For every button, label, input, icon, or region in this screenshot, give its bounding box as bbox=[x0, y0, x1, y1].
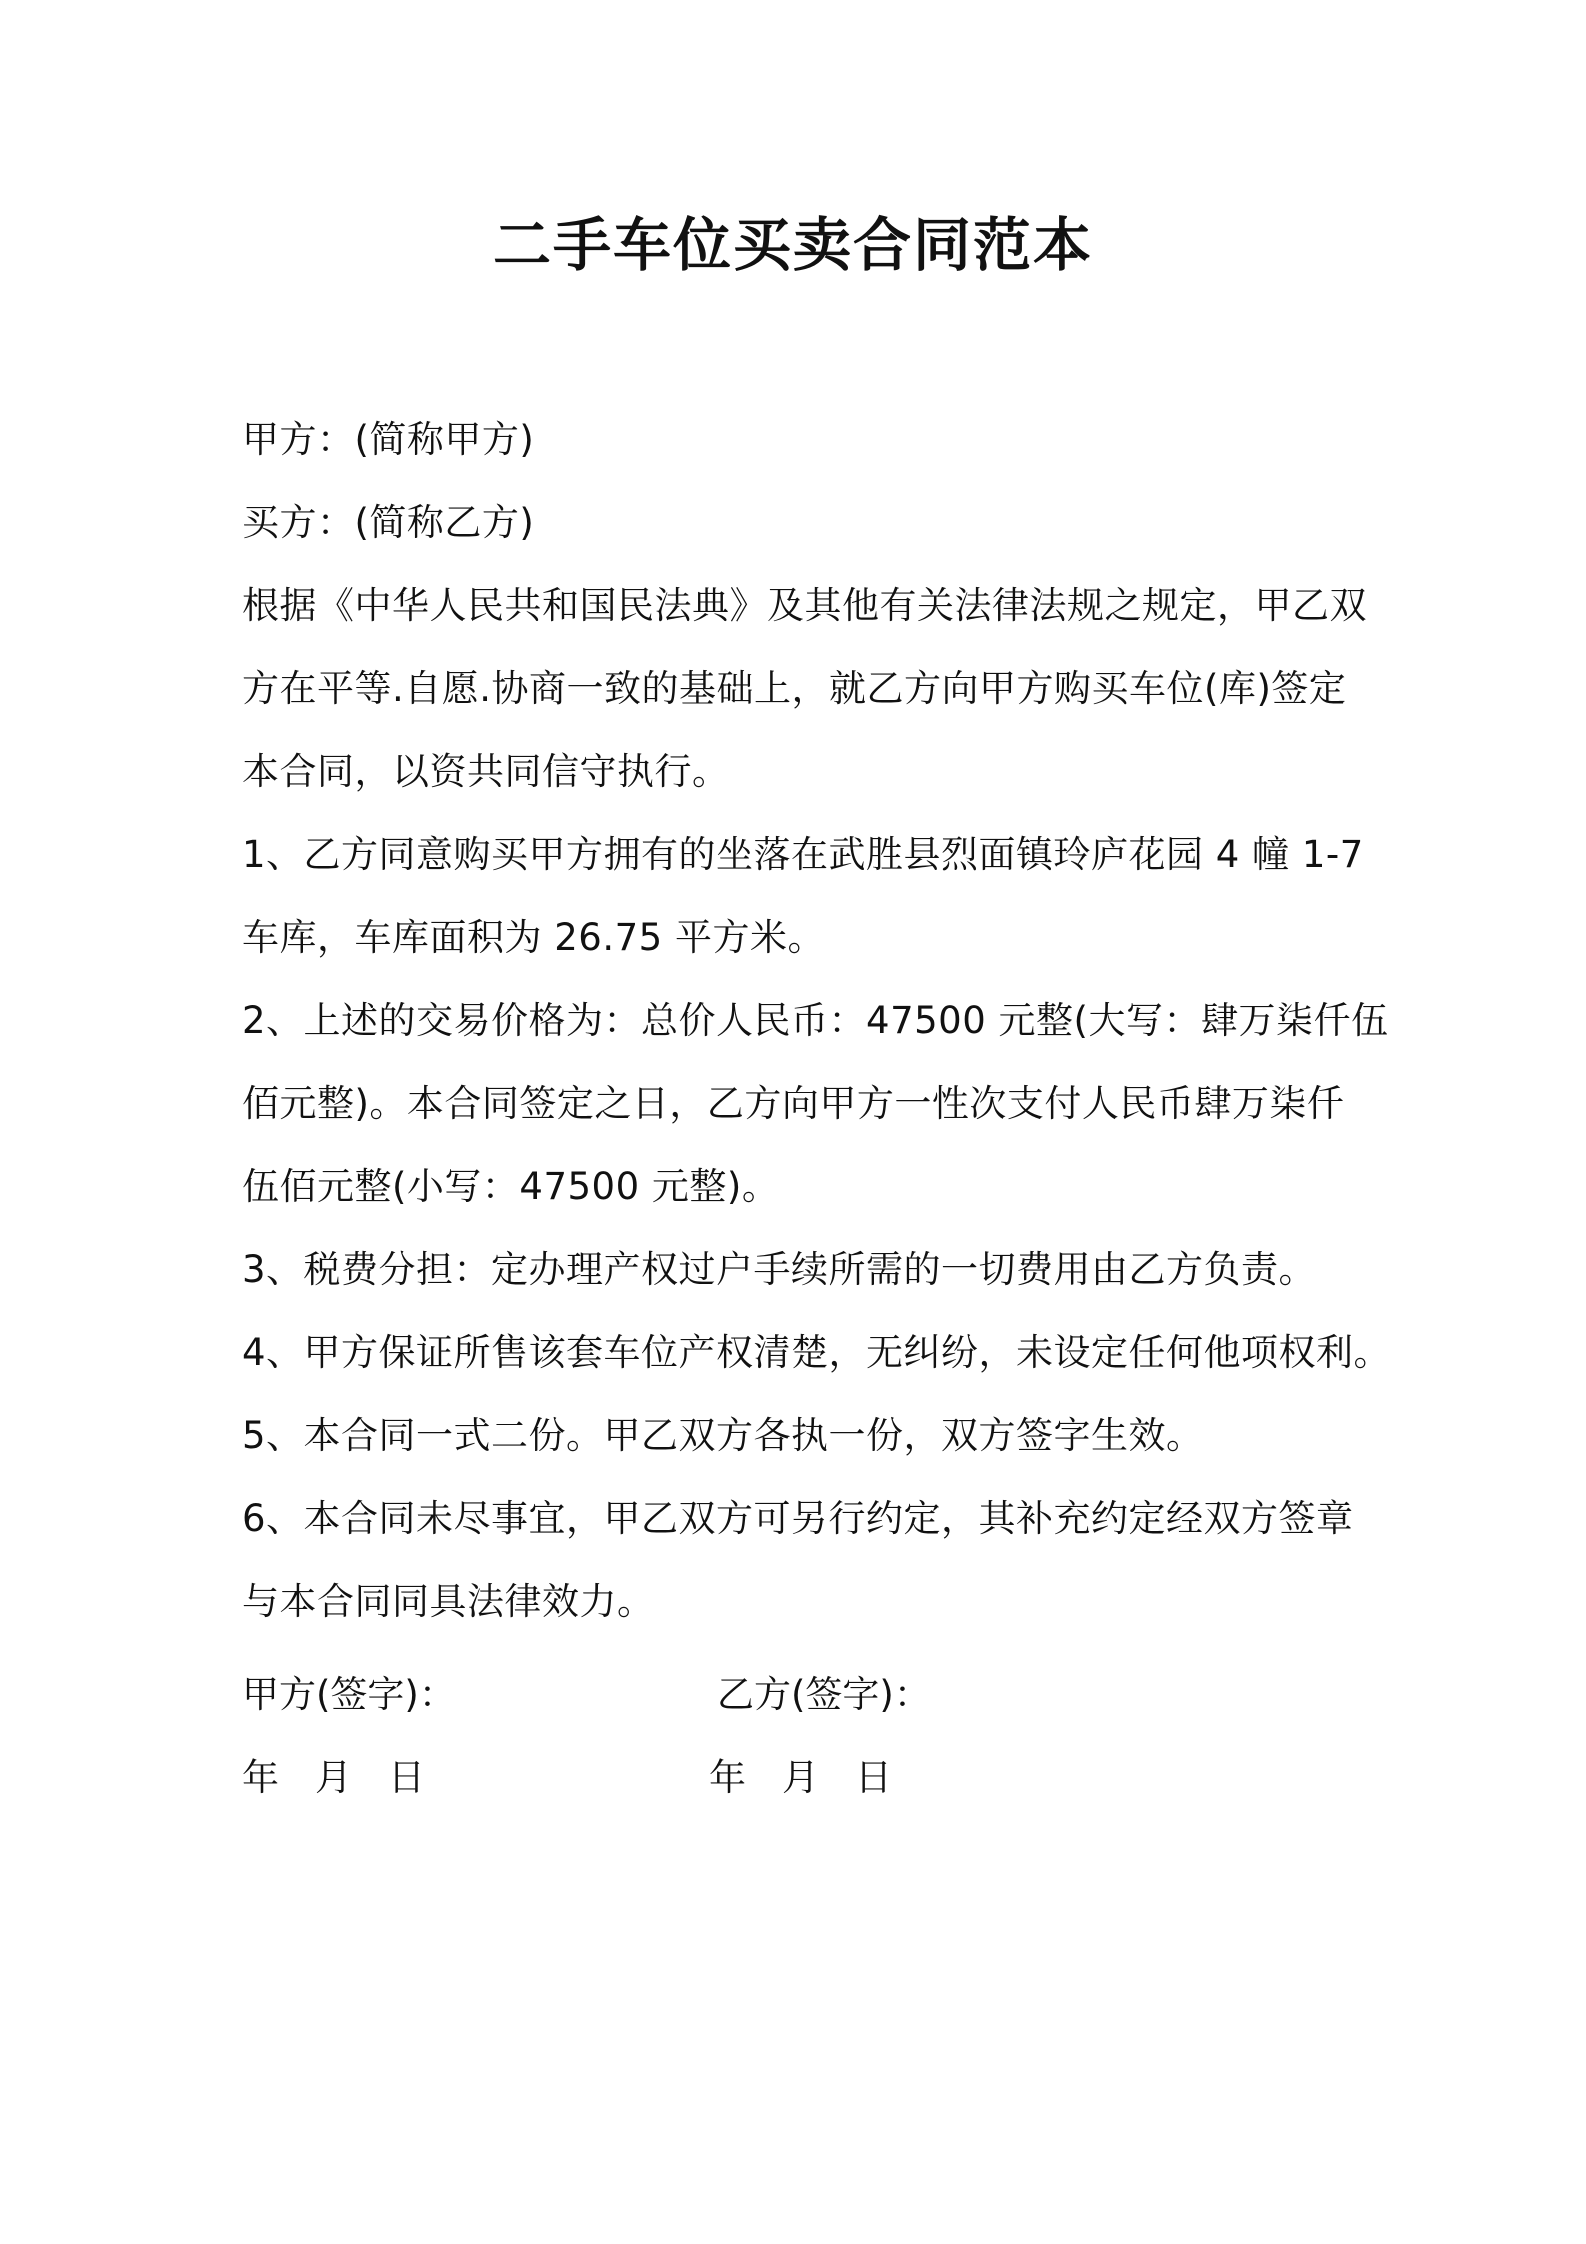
preamble-line-3: 本合同，以资共同信守执行。 bbox=[242, 750, 730, 793]
party-b-date-year: 年 bbox=[709, 1756, 746, 1799]
party-b-date-month: 月 bbox=[782, 1756, 819, 1799]
party-b-line: 买方：(简称乙方) bbox=[242, 501, 535, 544]
clause-2-line-2: 佰元整)。本合同签定之日，乙方向甲方一性次支付人民币肆万柒仟 bbox=[242, 1082, 1345, 1125]
party-a-signature-label: 甲方(签字)： bbox=[242, 1673, 456, 1716]
clause-6-line-2: 与本合同同具法律效力。 bbox=[242, 1580, 655, 1623]
clause-1-line-1: 1、乙方同意购买甲方拥有的坐落在武胜县烈面镇玲庐花园 4 幢 1-7 bbox=[242, 833, 1364, 876]
clause-3-line: 3、税费分担：定办理产权过户手续所需的一切费用由乙方负责。 bbox=[242, 1248, 1317, 1291]
party-a-date-day: 日 bbox=[388, 1756, 425, 1799]
party-b-signature-label: 乙方(签字)： bbox=[717, 1673, 931, 1716]
clause-4-line: 4、甲方保证所售该套车位产权清楚，无纠纷，未设定任何他项权利。 bbox=[242, 1331, 1392, 1374]
preamble-line-2: 方在平等.自愿.协商一致的基础上，就乙方向甲方购买车位(库)签定 bbox=[242, 667, 1347, 710]
party-a-date bbox=[242, 1736, 461, 1819]
party-b-date bbox=[709, 1736, 928, 1819]
document-title: 二手车位买卖合同范本 bbox=[492, 211, 1093, 279]
clause-2-line-1: 2、上述的交易价格为：总价人民币：47500 元整(大写：肆万柒仟伍 bbox=[242, 999, 1389, 1042]
clause-6-line-1: 6、本合同未尽事宜，甲乙双方可另行约定，其补充约定经双方签章 bbox=[242, 1497, 1354, 1540]
party-b-date-day: 日 bbox=[855, 1756, 892, 1799]
clause-5-line: 5、本合同一式二份。甲乙双方各执一份，双方签字生效。 bbox=[242, 1414, 1204, 1457]
party-a-date-year: 年 bbox=[242, 1756, 279, 1799]
preamble-line-1: 根据《中华人民共和国民法典》及其他有关法律法规之规定，甲乙双 bbox=[242, 584, 1367, 627]
party-a-line: 甲方：(简称甲方) bbox=[242, 418, 535, 461]
clause-2-line-3: 伍佰元整(小写：47500 元整)。 bbox=[242, 1165, 780, 1208]
clause-1-line-2: 车库，车库面积为 26.75 平方米。 bbox=[242, 916, 825, 959]
party-a-date-month: 月 bbox=[315, 1756, 352, 1799]
contract-body bbox=[242, 398, 1392, 1643]
